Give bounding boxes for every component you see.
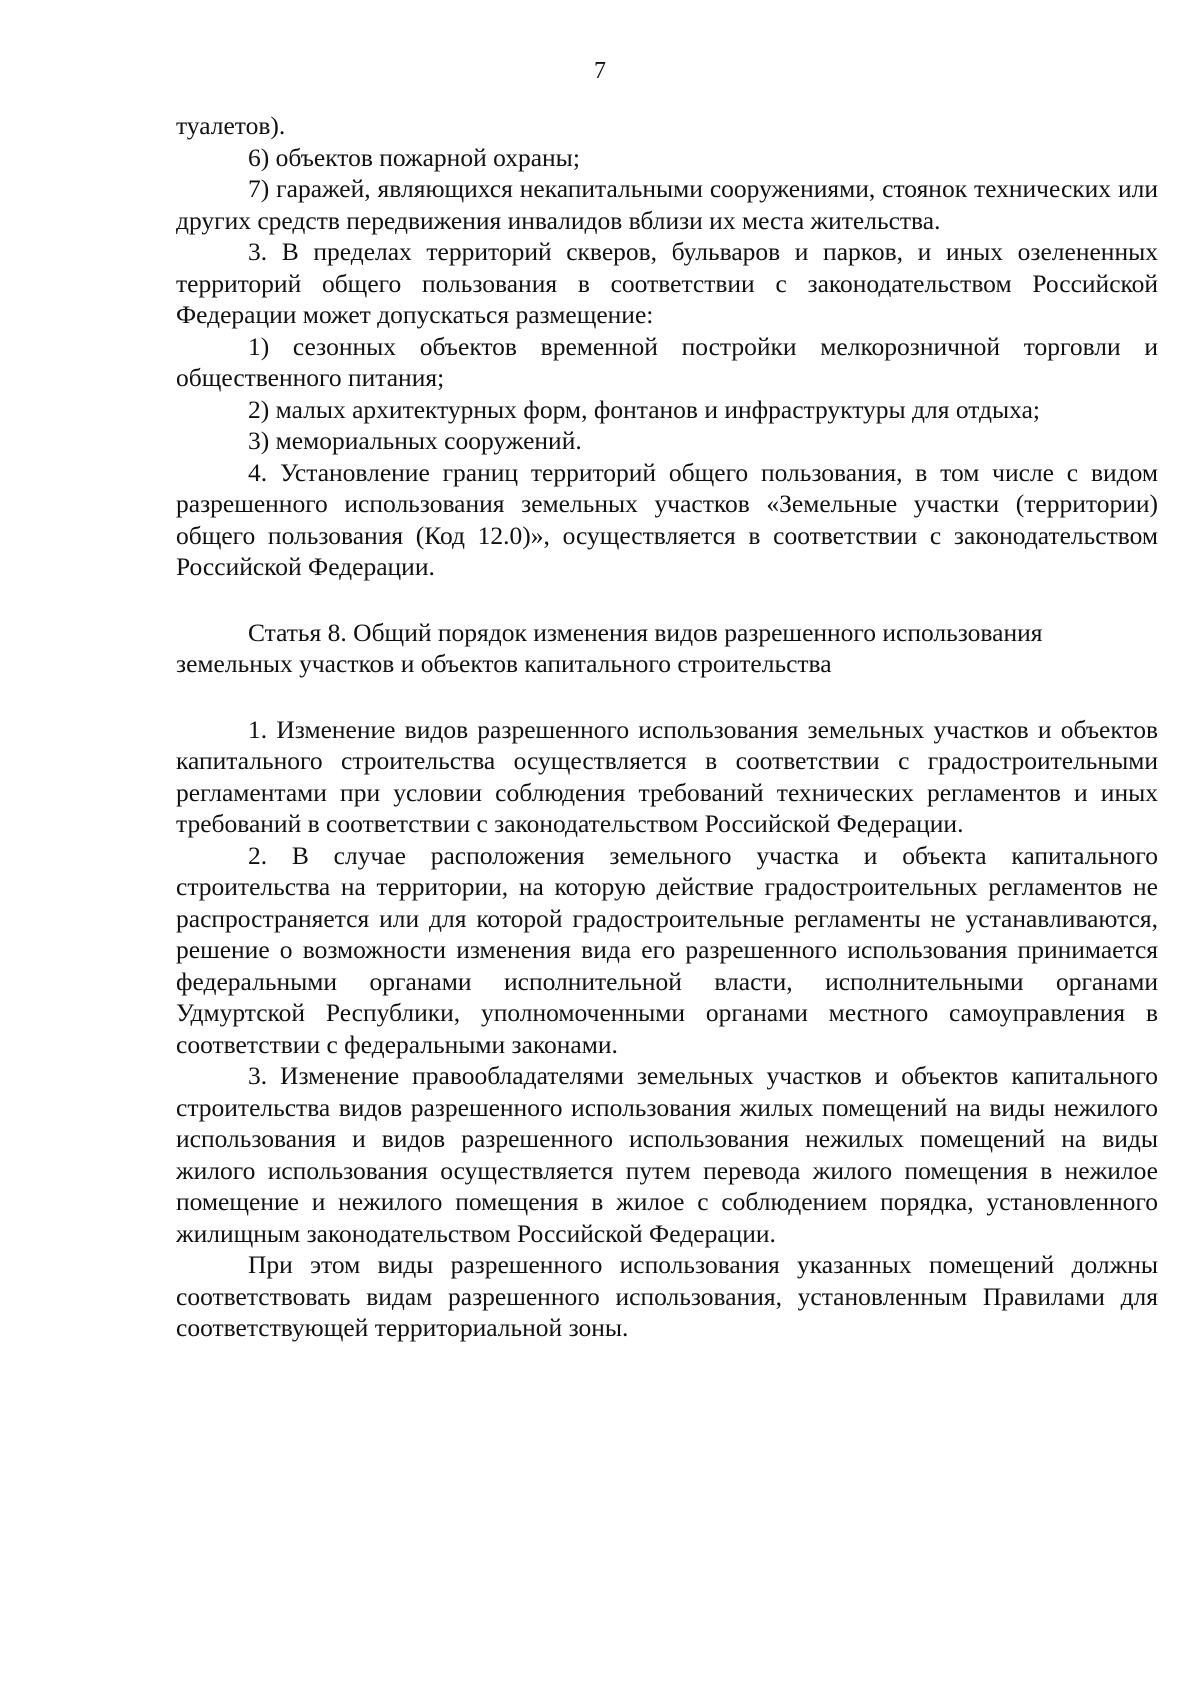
spacer xyxy=(176,583,1158,617)
document-body xyxy=(176,110,1158,1344)
paragraph-top-3: 3. В пределах территорий скверов, бульваров и парков, и иных озелененных территорий общего пользования в соответствии с законодательством Российской Федерации может допускаться размещение: xyxy=(176,237,1158,329)
paragraph-top-6: 3) мемориальных сооружений. xyxy=(248,426,582,455)
paragraph-top-5: 2) малых архитектурных форм, фонтанов и инфраструктуры для отдыха; xyxy=(248,394,1040,424)
paragraph-top-4: 1) сезонных объектов временной постройки мелкорозничной торговли и общественного питания; xyxy=(176,331,1158,392)
article-title: Статья 8. Общий порядок изменения видов разрешенного использования земельных участков и объектов капитального строительства xyxy=(176,617,1043,678)
paragraph-top-0: туалетов). xyxy=(176,111,286,140)
paragraph-top-1: 6) объектов пожарной охраны; xyxy=(248,142,580,172)
paragraph-bottom-0: 1. Изменение видов разрешенного использования земельных участков и объектов капитального строительства осуществляется в соответствии с градостроительными регламентами при условии соблюдения требований технических регламентов и иных требований в соответствии с законодательством Российской Федерации. xyxy=(176,714,1158,838)
paragraph-bottom-2: 3. Изменение правообладателями земельных участков и объектов капитального строительства видов разрешенного использования жилых помещений на виды нежилого использования и видов разрешенного использования нежилых помещений на виды жилого использования осуществляется путем перевода жилого помещения в нежилое помещение и нежилого помещения в жилое с соблюдением порядка, установленного жилищным законодательством Российской Федерации. xyxy=(176,1061,1158,1248)
paragraph-bottom-1: 2. В случае расположения земельного участка и объекта капитального строительства на территории, на которую действие градостроительных регламентов не распространяется или для которой градостроительные регламенты не устанавливаются, решение о возможности изменения вида его разрешенного использования принимается федеральными органами исполнительной власти, исполнительными органами Удмуртской Республики, уполномоченными органами местного самоуправления в соответствии с федеральными законами. xyxy=(176,840,1158,1059)
paragraph-top-2: 7) гаражей, являющихся некапитальными сооружениями, стоянок технических или других средств передвижения инвалидов вблизи их места жительства. xyxy=(176,174,1158,235)
section-top xyxy=(176,110,1158,583)
paragraph-bottom-3: При этом виды разрешенного использования указанных помещений должны соответствовать видам разрешенного использования, установленным Правилами для соответствующей территориальной зоны. xyxy=(176,1250,1158,1342)
page-number: 7 xyxy=(594,58,606,84)
section-bottom xyxy=(176,714,1158,1344)
paragraph-top-7: 4. Установление границ территорий общего пользования, в том числе с видом разрешенного использования земельных участков «Земельные участки (территории) общего пользования (Код 12.0)», осуществляется в соответствии с законодательством Российской Федерации. xyxy=(176,457,1158,581)
spacer xyxy=(176,680,1158,714)
